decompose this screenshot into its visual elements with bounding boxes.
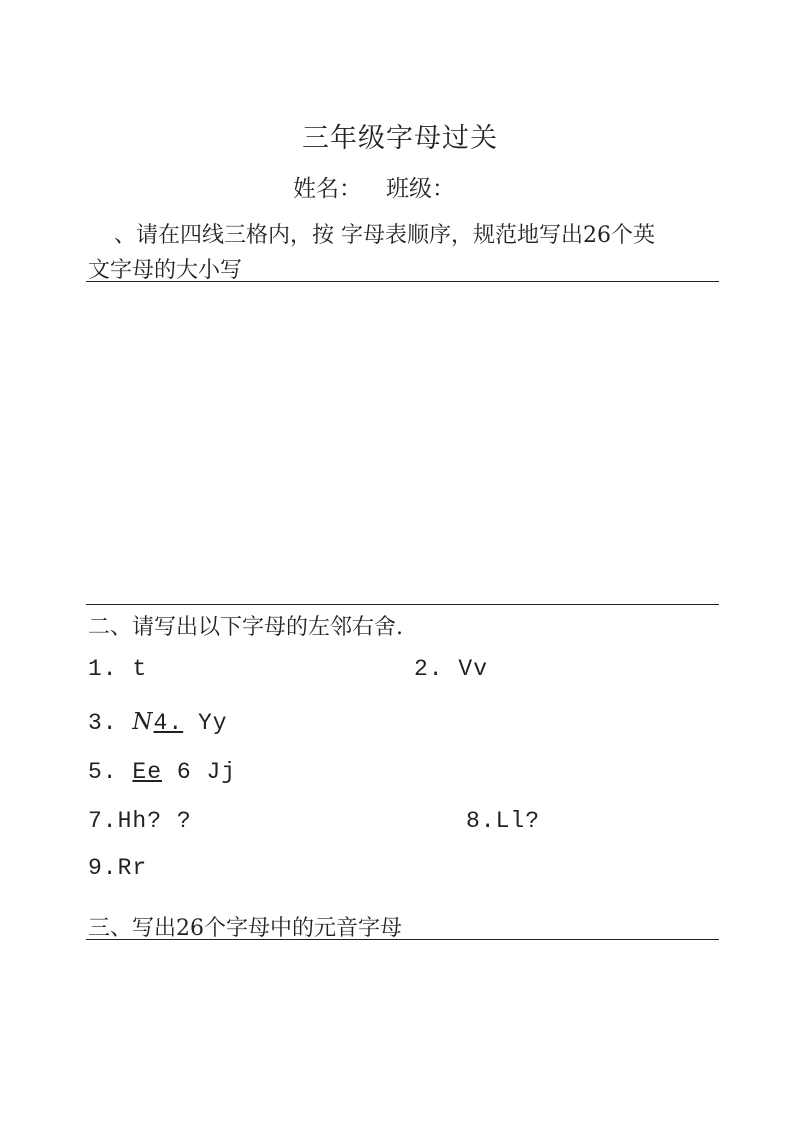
- section-1-instruction: [88, 218, 718, 288]
- question-3-letter: N: [132, 709, 154, 735]
- question-6: 6 Jj: [176, 759, 237, 785]
- divider-line: [86, 939, 719, 940]
- section-1-line-1: 、请在四线三格内，按 字母表顺序，规范地写出26个英: [114, 223, 655, 248]
- question-5-row: [88, 759, 236, 785]
- question-5-number: 5.: [88, 759, 118, 785]
- question-3-number: 3.: [88, 710, 118, 736]
- class-label: 班级：: [386, 176, 455, 202]
- question-5-letter: Ee: [132, 759, 163, 785]
- divider-line: [86, 281, 719, 282]
- name-label: 姓名：: [293, 176, 362, 202]
- divider-line: [86, 604, 719, 605]
- question-8: 8.Ll?: [466, 808, 541, 834]
- question-2: 2. Vv: [414, 656, 489, 682]
- question-1: 1. t: [88, 656, 148, 682]
- question-9: 9.Rr: [88, 855, 148, 881]
- question-4-letter: Yy: [197, 710, 228, 736]
- question-4-number: 4.: [153, 710, 184, 736]
- section-3-heading: 三、写出26个字母中的元音字母: [88, 916, 402, 941]
- question-7: 7.Hh? ?: [88, 808, 192, 834]
- page-title: 三年级字母过关: [302, 123, 498, 154]
- section-2-heading: 二、请写出以下字母的左邻右舍.: [88, 615, 403, 640]
- section-1-line-2: 文字母的大小写: [88, 258, 243, 283]
- question-3-row: [88, 709, 228, 736]
- student-info: [293, 170, 455, 203]
